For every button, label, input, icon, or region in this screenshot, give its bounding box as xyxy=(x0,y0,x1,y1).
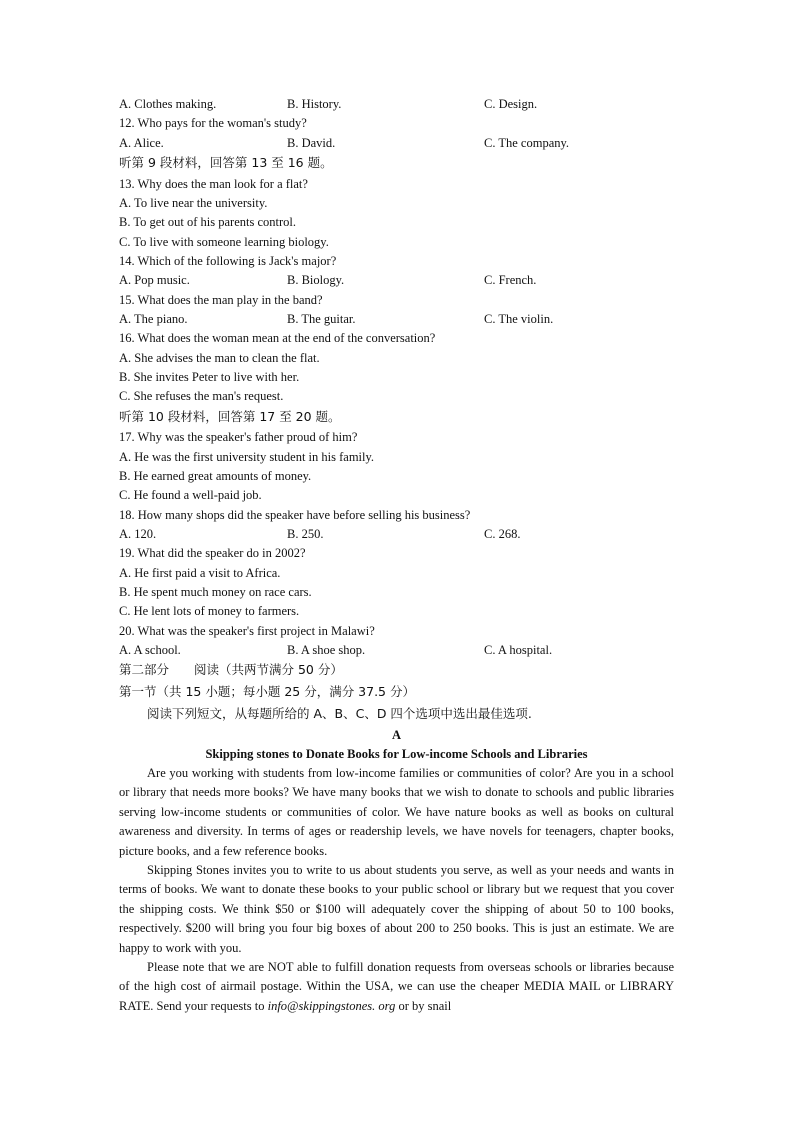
q18-option-c: C. 268. xyxy=(484,527,521,541)
q13-stem: 13. Why does the man look for a flat? xyxy=(119,177,308,191)
q16-option-b: B. She invites Peter to live with her. xyxy=(119,370,300,384)
q15-stem: 15. What does the man play in the band? xyxy=(119,293,323,307)
q14-option-c: C. French. xyxy=(484,273,537,287)
q18-stem: 18. How many shops did the speaker have before selling his business? xyxy=(119,508,471,522)
q16-option-a: A. She advises the man to clean the flat. xyxy=(119,351,320,365)
q18-option-b: B. 250. xyxy=(287,527,324,541)
q15-option-b: B. The guitar. xyxy=(287,312,356,326)
q17-option-b: B. He earned great amounts of money. xyxy=(119,469,312,483)
q14-option-a: A. Pop music. xyxy=(119,273,190,287)
q19-option-a: A. He first paid a visit to Africa. xyxy=(119,566,281,580)
q12-option-b: B. David. xyxy=(287,136,336,150)
part-2-heading: 第二部分 阅读（共两节满分 50 分） xyxy=(119,662,343,677)
paragraph-3-text: Please note that we are NOT able to fulfill donation requests from overseas schools or libraries because of the high cost of airmail postage. Within the USA, we can use the cheaper MEDIA MAIL or LIBRARY RATE. Send your requests to xyxy=(119,960,674,1013)
q13-option-a: A. To live near the university. xyxy=(119,196,268,210)
q14-stem: 14. Which of the following is Jack's major? xyxy=(119,254,337,268)
q14-option-b: B. Biology. xyxy=(287,273,345,287)
q17-option-a: A. He was the first university student in his family. xyxy=(119,450,375,464)
q17-stem: 17. Why was the speaker's father proud of him? xyxy=(119,430,358,444)
passage-title: Skipping stones to Donate Books for Low-income Schools and Libraries xyxy=(205,747,588,761)
q12-option-a: A. Alice. xyxy=(119,136,164,150)
q19-option-c: C. He lent lots of money to farmers. xyxy=(119,604,300,618)
q13-option-c: C. To live with someone learning biology. xyxy=(119,235,329,249)
q12-stem: 12. Who pays for the woman's study? xyxy=(119,116,307,130)
q20-option-b: B. A shoe shop. xyxy=(287,643,366,657)
q12-option-c: C. The company. xyxy=(484,136,570,150)
contact-email: info@skippingstones. org xyxy=(267,998,396,1013)
passage-letter: A xyxy=(391,728,402,742)
passage-paragraph-1: Are you working with students from low-income families or communities of color? Are you in a school or library that needs more books? We have many books that we wish to donate to schools and public libraries serving low-income students or communities of color. We have nature books as well as books on cultural awareness and diversity. In terms of ages or readership levels, we have novels for teenagers, chapter books, picture books, and a few reference books. xyxy=(119,766,674,858)
q17-option-c: C. He found a well-paid job. xyxy=(119,488,262,502)
q15-option-c: C. The violin. xyxy=(484,312,554,326)
q11-option-a: A. Clothes making. xyxy=(119,97,217,111)
q16-option-c: C. She refuses the man's request. xyxy=(119,389,284,403)
section-10-heading: 听第 10 段材料，回答第 17 至 20 题。 xyxy=(119,409,341,424)
paragraph-3-tail: or by snail xyxy=(395,998,452,1013)
q19-stem: 19. What did the speaker do in 2002? xyxy=(119,546,306,560)
q19-option-b: B. He spent much money on race cars. xyxy=(119,585,312,599)
q13-option-b: B. To get out of his parents control. xyxy=(119,215,296,229)
q16-stem: 16. What does the woman mean at the end of the conversation? xyxy=(119,331,436,345)
q11-option-c: C. Design. xyxy=(484,97,538,111)
q20-option-c: C. A hospital. xyxy=(484,643,553,657)
passage-paragraph-3 xyxy=(119,958,674,1016)
q20-stem: 20. What was the speaker's first project in Malawi? xyxy=(119,624,375,638)
reading-instruction: 阅读下列短文，从每题所给的 A、B、C、D 四个选项中选出最佳选项. xyxy=(147,706,532,721)
q20-option-a: A. A school. xyxy=(119,643,181,657)
q15-option-a: A. The piano. xyxy=(119,312,188,326)
passage-paragraph-2: Skipping Stones invites you to write to us about students you serve, as well as your needs and wants in terms of books. We want to donate these books to your public school or library but we request that you cover the shipping costs. We think $50 or $100 will adequately cover the shipping of about 50 to 100 books, respectively. $200 will bring you four big boxes of about 200 to 250 books. This is just an estimate. We are happy to work with you. xyxy=(119,863,674,955)
q11-option-b: B. History. xyxy=(287,97,342,111)
q18-option-a: A. 120. xyxy=(119,527,157,541)
section-9-heading: 听第 9 段材料，回答第 13 至 16 题。 xyxy=(119,155,333,170)
section-1-heading: 第一节（共 15 小题；每小题 25 分，满分 37.5 分） xyxy=(119,684,415,699)
